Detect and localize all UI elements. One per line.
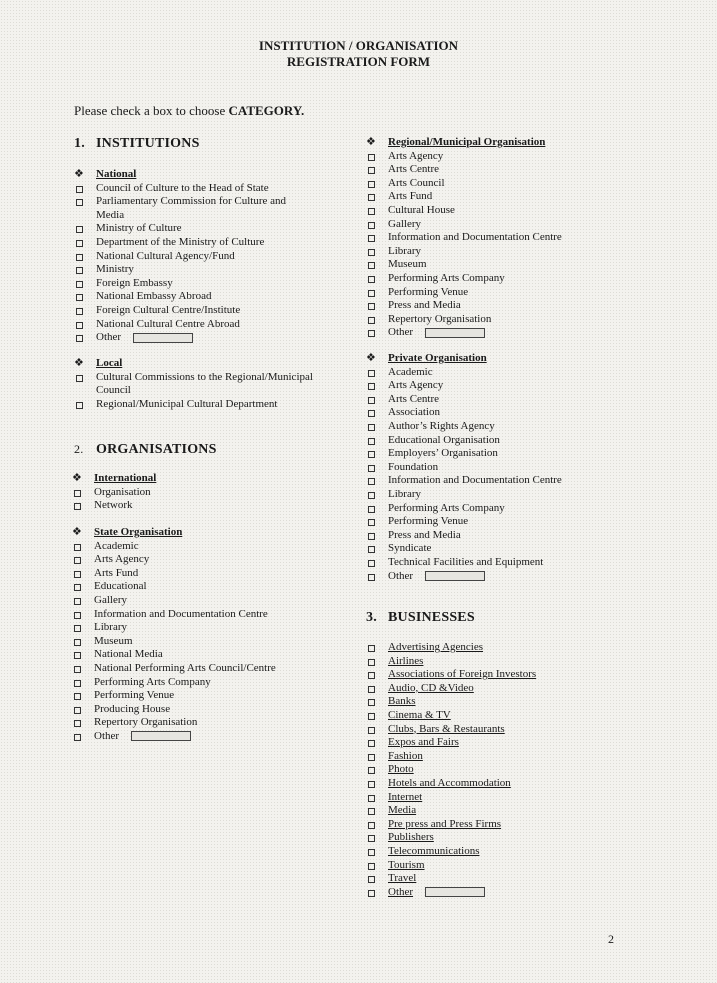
checkbox[interactable] — [368, 699, 375, 706]
option-label: Library — [388, 244, 421, 257]
checkbox[interactable] — [368, 876, 375, 883]
category-option-foreign-cultural-centre-institute[interactable] — [74, 304, 314, 318]
group-private-organisation — [366, 352, 666, 583]
section-heading-businesses — [366, 610, 475, 626]
option-label: Technical Facilities and Equipment — [388, 555, 544, 568]
category-option-association[interactable] — [366, 406, 666, 420]
diamond-bullet-icon: ❖ — [74, 168, 84, 180]
checkbox[interactable] — [76, 308, 83, 315]
category-option-arts-fund[interactable] — [72, 567, 322, 581]
option-label: Arts Council — [388, 176, 445, 189]
other-text-field[interactable] — [133, 333, 193, 343]
checkbox[interactable] — [368, 410, 375, 417]
category-option-department-of-the-ministry-of-culture[interactable] — [74, 236, 314, 250]
category-option-arts-centre[interactable] — [366, 393, 666, 407]
checkbox[interactable] — [368, 822, 375, 829]
option-label[interactable]: Media — [388, 804, 417, 817]
group-national — [74, 168, 314, 345]
category-option-other[interactable] — [72, 730, 322, 744]
category-option-information-and-documentation-centre[interactable] — [366, 231, 666, 245]
checkbox[interactable] — [74, 544, 81, 551]
checkbox[interactable] — [76, 375, 83, 382]
option-label: Ministry of Culture — [96, 222, 182, 235]
checkbox[interactable] — [76, 267, 83, 274]
option-label: Repertory Organisation — [388, 312, 492, 325]
section-number: 3. — [366, 610, 377, 625]
option-label: Press and Media — [388, 528, 461, 541]
option-label: Other — [388, 569, 414, 582]
intro-instruction — [74, 103, 304, 119]
checkbox[interactable] — [368, 533, 375, 540]
category-option-ministry[interactable] — [74, 263, 314, 277]
category-option-producing-house[interactable] — [72, 703, 322, 717]
category-option-museum[interactable] — [72, 635, 322, 649]
option-label[interactable]: Clubs, Bars & Restaurants — [388, 722, 505, 735]
checkbox[interactable] — [74, 693, 81, 700]
option-label: Museum — [94, 634, 133, 647]
section-heading-organisations — [74, 442, 217, 458]
option-label[interactable]: Travel — [388, 872, 417, 885]
checkbox[interactable] — [368, 181, 375, 188]
subsection-heading — [74, 357, 314, 371]
option-label[interactable]: Publishers — [388, 831, 434, 844]
option-label: Producing House — [94, 702, 171, 715]
option-label: Library — [94, 621, 127, 634]
checkbox[interactable] — [74, 734, 81, 741]
option-label: Foundation — [388, 460, 439, 473]
checkbox[interactable] — [76, 186, 83, 193]
checkbox[interactable] — [368, 890, 375, 897]
option-label: Other — [388, 326, 414, 339]
checkbox[interactable] — [74, 598, 81, 605]
category-option-tourism[interactable] — [366, 859, 666, 873]
other-text-field[interactable] — [131, 731, 191, 741]
category-option-other[interactable] — [74, 331, 314, 345]
option-label: Performing Arts Company — [94, 675, 211, 688]
checkbox[interactable] — [368, 330, 375, 337]
checkbox[interactable] — [368, 672, 375, 679]
group-regional-municipal — [366, 136, 666, 340]
option-label: Association — [388, 406, 440, 419]
checkbox[interactable] — [368, 754, 375, 761]
option-label: Arts Agency — [388, 379, 444, 392]
option-label: Arts Centre — [388, 163, 440, 176]
checkbox[interactable] — [76, 402, 83, 409]
option-label[interactable]: Photo — [388, 763, 414, 776]
subsection-label: Local — [96, 357, 123, 369]
checkbox[interactable] — [368, 249, 375, 256]
group-international — [72, 472, 322, 513]
option-label: Arts Fund — [388, 190, 433, 203]
option-label[interactable]: Associations of Foreign Investors — [388, 668, 537, 681]
section-number: 1. — [74, 136, 85, 151]
group-local — [74, 357, 314, 411]
checkbox[interactable] — [368, 438, 375, 445]
checkbox[interactable] — [368, 262, 375, 269]
other-text-field[interactable] — [425, 328, 485, 338]
checkbox[interactable] — [368, 849, 375, 856]
checkbox[interactable] — [368, 560, 375, 567]
option-label: Council of Culture to the Head of State — [96, 181, 269, 194]
other-text-field[interactable] — [425, 887, 485, 897]
category-option-other[interactable] — [366, 326, 666, 340]
checkbox[interactable] — [368, 276, 375, 283]
option-label: Performing Venue — [388, 285, 469, 298]
option-label: Foreign Cultural Centre/Institute — [96, 303, 241, 316]
option-label[interactable]: Audio, CD &Video — [388, 681, 474, 694]
category-option-performing-venue[interactable] — [366, 515, 666, 529]
other-text-field[interactable] — [425, 571, 485, 581]
option-label: Arts Fund — [94, 566, 139, 579]
group-state-organisation — [72, 526, 322, 744]
checkbox[interactable] — [74, 503, 81, 510]
subsection-heading — [366, 352, 666, 366]
category-option-regional-municipal-cultural-department[interactable] — [74, 398, 314, 412]
title-line-1: INSTITUTION / ORGANISATION — [258, 38, 459, 53]
diamond-bullet-icon: ❖ — [366, 136, 376, 148]
option-label: Employers’ Organisation — [388, 447, 498, 460]
checkbox[interactable] — [368, 767, 375, 774]
category-option-cinema-tv[interactable] — [366, 709, 666, 723]
option-label: Information and Documentation Centre — [388, 474, 562, 487]
category-option-performing-arts-company[interactable] — [366, 272, 666, 286]
diamond-bullet-icon: ❖ — [74, 357, 84, 369]
option-label: Performing Venue — [94, 689, 175, 702]
option-label: Gallery — [94, 593, 127, 606]
option-label: Other — [94, 729, 120, 742]
option-label: National Performing Arts Council/Centre — [94, 661, 276, 674]
option-label: Foreign Embassy — [96, 276, 173, 289]
intro-text: Please check a box to choose — [74, 103, 229, 118]
checkbox[interactable] — [74, 557, 81, 564]
checkbox[interactable] — [368, 154, 375, 161]
category-option-banks[interactable] — [366, 695, 666, 709]
option-label: Department of the Ministry of Culture — [96, 235, 265, 248]
checkbox[interactable] — [74, 612, 81, 619]
category-option-network[interactable] — [72, 499, 322, 513]
checkbox[interactable] — [74, 680, 81, 687]
option-label: Academic — [388, 365, 433, 378]
option-label: Performing Arts Company — [388, 501, 505, 514]
checkbox[interactable] — [368, 383, 375, 390]
option-label: Museum — [388, 258, 427, 271]
category-option-associations-of-foreign-investors[interactable] — [366, 668, 666, 682]
subsection-label: Regional/Municipal Organisation — [388, 136, 546, 148]
option-label: Cultural House — [388, 203, 455, 216]
checkbox[interactable] — [368, 727, 375, 734]
category-option-arts-agency[interactable] — [366, 379, 666, 393]
category-option-ministry-of-culture[interactable] — [74, 222, 314, 236]
checkbox[interactable] — [368, 645, 375, 652]
diamond-bullet-icon: ❖ — [366, 352, 376, 364]
category-option-foundation[interactable] — [366, 461, 666, 475]
checkbox[interactable] — [76, 226, 83, 233]
checkbox[interactable] — [368, 713, 375, 720]
checkbox[interactable] — [74, 490, 81, 497]
option-label[interactable]: Banks — [388, 695, 416, 708]
category-option-national-cultural-agency-fund[interactable] — [74, 250, 314, 264]
checkbox[interactable] — [368, 424, 375, 431]
option-label: Network — [94, 499, 133, 512]
category-option-arts-agency[interactable] — [366, 150, 666, 164]
checkbox[interactable] — [76, 254, 83, 261]
checkbox[interactable] — [368, 686, 375, 693]
category-option-syndicate[interactable] — [366, 542, 666, 556]
page-number: 2 — [608, 932, 614, 946]
checkbox[interactable] — [368, 740, 375, 747]
checkbox[interactable] — [368, 167, 375, 174]
checkbox[interactable] — [76, 335, 83, 342]
checkbox[interactable] — [74, 584, 81, 591]
category-option-educational[interactable] — [72, 580, 322, 594]
checkbox[interactable] — [76, 240, 83, 247]
option-label: Information and Documentation Centre — [388, 231, 562, 244]
category-option-advertising-agencies[interactable] — [366, 641, 666, 655]
subsection-heading — [366, 136, 666, 150]
category-option-national-media[interactable] — [72, 648, 322, 662]
section-number: 2. — [74, 442, 84, 456]
checkbox[interactable] — [368, 317, 375, 324]
option-label: Academic — [94, 539, 139, 552]
category-option-media[interactable] — [366, 804, 666, 818]
category-option-library[interactable] — [366, 488, 666, 502]
checkbox[interactable] — [368, 659, 375, 666]
category-option-author-s-rights-agency[interactable] — [366, 420, 666, 434]
checkbox[interactable] — [76, 281, 83, 288]
category-option-airlines[interactable] — [366, 655, 666, 669]
option-label: National Cultural Centre Abroad — [96, 317, 240, 330]
checkbox[interactable] — [368, 835, 375, 842]
category-option-library[interactable] — [366, 245, 666, 259]
checkbox[interactable] — [368, 781, 375, 788]
option-label: Gallery — [388, 217, 421, 230]
checkbox[interactable] — [74, 652, 81, 659]
checkbox[interactable] — [76, 199, 83, 206]
option-label: Performing Venue — [388, 515, 469, 528]
category-option-national-performing-arts-council-centre[interactable] — [72, 662, 322, 676]
checkbox[interactable] — [368, 492, 375, 499]
category-option-library[interactable] — [72, 621, 322, 635]
option-label[interactable]: Tourism — [388, 858, 425, 871]
group-businesses — [366, 641, 666, 899]
category-option-information-and-documentation-centre[interactable] — [72, 608, 322, 622]
section-title: INSTITUTIONS — [96, 136, 200, 151]
checkbox[interactable] — [74, 720, 81, 727]
category-option-council-of-culture-to-the-head-of-state[interactable] — [74, 182, 314, 196]
option-label[interactable]: Hotels and Accommodation — [388, 776, 511, 789]
checkbox[interactable] — [368, 506, 375, 513]
category-option-arts-fund[interactable] — [366, 190, 666, 204]
category-option-travel[interactable] — [366, 872, 666, 886]
checkbox[interactable] — [368, 546, 375, 553]
category-option-press-and-media[interactable] — [366, 529, 666, 543]
option-label: Arts Centre — [388, 392, 440, 405]
section-title: BUSINESSES — [388, 610, 475, 625]
option-label: National Cultural Agency/Fund — [96, 249, 235, 262]
checkbox[interactable] — [74, 571, 81, 578]
category-option-arts-council[interactable] — [366, 177, 666, 191]
option-label: Performing Arts Company — [388, 271, 505, 284]
diamond-bullet-icon: ❖ — [72, 526, 82, 538]
category-option-expos-and-fairs[interactable] — [366, 736, 666, 750]
option-label[interactable]: Cinema & TV — [388, 708, 451, 721]
category-option-publishers[interactable] — [366, 831, 666, 845]
diamond-bullet-icon: ❖ — [72, 472, 82, 484]
category-option-national-embassy-abroad[interactable] — [74, 290, 314, 304]
category-option-employers-organisation[interactable] — [366, 447, 666, 461]
title-line-2: REGISTRATION FORM — [286, 54, 431, 69]
checkbox[interactable] — [74, 666, 81, 673]
category-option-museum[interactable] — [366, 258, 666, 272]
form-title — [0, 38, 717, 70]
checkbox[interactable] — [368, 208, 375, 215]
option-label[interactable]: Telecommunications — [388, 844, 480, 857]
category-option-photo[interactable] — [366, 763, 666, 777]
section-heading-institutions — [74, 136, 200, 152]
option-label: Other — [96, 331, 122, 344]
subsection-heading — [72, 472, 322, 486]
category-option-academic[interactable] — [72, 540, 322, 554]
checkbox[interactable] — [368, 290, 375, 297]
option-label[interactable]: Advertising Agencies — [388, 641, 484, 653]
category-option-other[interactable] — [366, 886, 666, 900]
category-option-organisation[interactable] — [72, 486, 322, 500]
category-option-performing-arts-company[interactable] — [72, 676, 322, 690]
option-label: Syndicate — [388, 542, 432, 555]
category-option-performing-venue[interactable] — [72, 689, 322, 703]
option-label: Regional/Municipal Cultural Department — [96, 397, 278, 410]
category-option-technical-facilities-and-equipment[interactable] — [366, 556, 666, 570]
section-title: ORGANISATIONS — [96, 442, 217, 457]
category-option-arts-centre[interactable] — [366, 163, 666, 177]
intro-bold: CATEGORY. — [228, 103, 305, 118]
checkbox[interactable] — [368, 519, 375, 526]
option-label[interactable]: Expos and Fairs — [388, 736, 459, 749]
checkbox[interactable] — [368, 574, 375, 581]
category-option-cultural-house[interactable] — [366, 204, 666, 218]
option-label: Arts Agency — [388, 149, 444, 162]
category-option-academic[interactable] — [366, 366, 666, 380]
category-option-gallery[interactable] — [366, 218, 666, 232]
subsection-label: Private Organisation — [388, 352, 487, 364]
subsection-label: National — [96, 168, 137, 180]
checkbox[interactable] — [368, 303, 375, 310]
subsection-heading — [72, 526, 322, 540]
checkbox[interactable] — [74, 707, 81, 714]
category-option-foreign-embassy[interactable] — [74, 277, 314, 291]
checkbox[interactable] — [76, 294, 83, 301]
category-option-repertory-organisation[interactable] — [72, 716, 322, 730]
option-label: Ministry — [96, 263, 134, 276]
checkbox[interactable] — [368, 370, 375, 377]
checkbox[interactable] — [368, 451, 375, 458]
option-label: Educational Organisation — [388, 433, 500, 446]
option-label[interactable]: Pre press and Press Firms — [388, 817, 502, 830]
subsection-label: State Organisation — [94, 526, 183, 538]
option-label: Author’s Rights Agency — [388, 419, 495, 432]
option-label[interactable]: Fashion — [388, 749, 423, 762]
option-label: Cultural Commissions to the Regional/Municipal Council — [96, 370, 313, 397]
subsection-heading — [74, 168, 314, 182]
checkbox[interactable] — [368, 808, 375, 815]
checkbox[interactable] — [368, 194, 375, 201]
option-label[interactable]: Internet — [388, 790, 423, 803]
option-label[interactable]: Airlines — [388, 654, 424, 667]
category-option-clubs-bars-restaurants[interactable] — [366, 723, 666, 737]
category-option-gallery[interactable] — [72, 594, 322, 608]
checkbox[interactable] — [368, 795, 375, 802]
category-option-parliamentary-commission-for-culture-and-media[interactable] — [74, 195, 314, 222]
category-option-telecommunications[interactable] — [366, 845, 666, 859]
checkbox[interactable] — [76, 322, 83, 329]
checkbox[interactable] — [368, 465, 375, 472]
category-option-arts-agency[interactable] — [72, 553, 322, 567]
option-label: National Media — [94, 648, 163, 661]
subsection-label: International — [94, 472, 157, 484]
category-option-educational-organisation[interactable] — [366, 434, 666, 448]
option-label: Educational — [94, 580, 147, 593]
category-option-hotels-and-accommodation[interactable] — [366, 777, 666, 791]
option-label: Information and Documentation Centre — [94, 607, 268, 620]
category-option-internet[interactable] — [366, 791, 666, 805]
checkbox[interactable] — [74, 639, 81, 646]
option-label: Arts Agency — [94, 553, 150, 566]
category-option-national-cultural-centre-abroad[interactable] — [74, 318, 314, 332]
checkbox[interactable] — [368, 222, 375, 229]
category-option-cultural-commissions-to-the-regional-municipal-council[interactable] — [74, 371, 314, 398]
option-label: Parliamentary Commission for Culture and Media — [96, 195, 287, 221]
option-label: Repertory Organisation — [94, 716, 198, 729]
category-option-pre-press-and-press-firms[interactable] — [366, 818, 666, 832]
option-label[interactable]: Other — [388, 885, 414, 898]
category-option-repertory-organisation[interactable] — [366, 313, 666, 327]
category-option-performing-arts-company[interactable] — [366, 502, 666, 516]
category-option-press-and-media[interactable] — [366, 299, 666, 313]
checkbox[interactable] — [368, 397, 375, 404]
option-label: Library — [388, 487, 421, 500]
checkbox[interactable] — [74, 625, 81, 632]
category-option-other[interactable] — [366, 570, 666, 584]
category-option-information-and-documentation-centre[interactable] — [366, 474, 666, 488]
checkbox[interactable] — [368, 235, 375, 242]
checkbox[interactable] — [368, 863, 375, 870]
category-option-performing-venue[interactable] — [366, 286, 666, 300]
option-label: National Embassy Abroad — [96, 290, 212, 303]
category-option-audio-cd-video[interactable] — [366, 682, 666, 696]
checkbox[interactable] — [368, 478, 375, 485]
option-label: Organisation — [94, 485, 151, 498]
category-option-fashion[interactable] — [366, 750, 666, 764]
option-label: Press and Media — [388, 299, 461, 312]
